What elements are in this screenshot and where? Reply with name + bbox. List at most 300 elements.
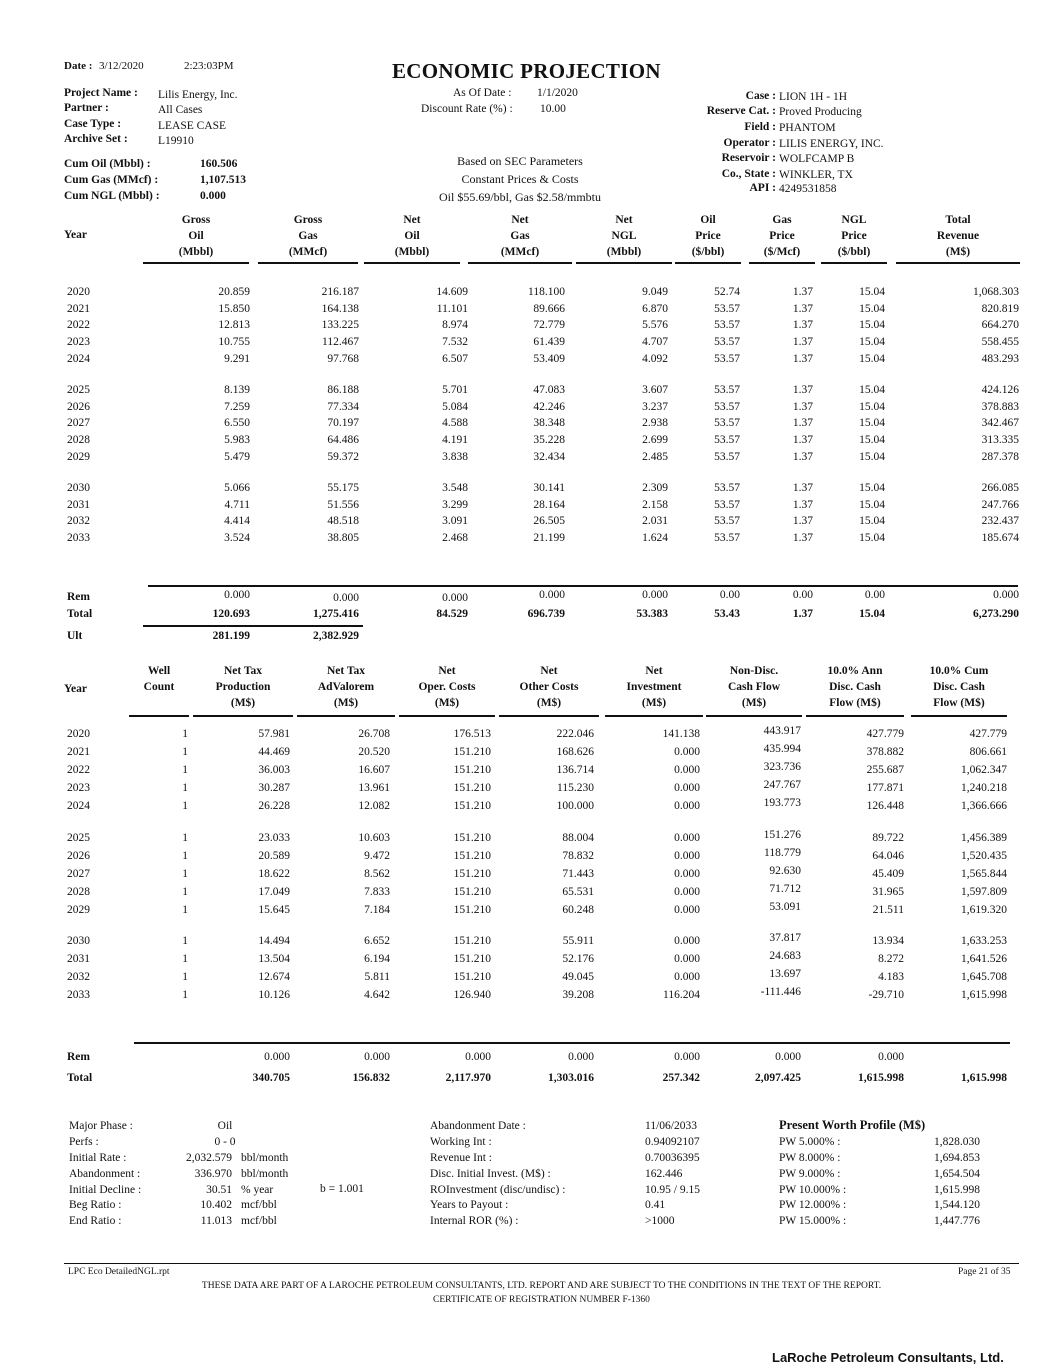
value-cell: 53.091 (769, 900, 801, 913)
column-header-line: NGL (611, 230, 637, 242)
summary-label: Beg Ratio : (69, 1199, 122, 1211)
value-cell: 1 (182, 970, 188, 983)
table-row (0, 319, 1055, 336)
value-cell: 11.101 (436, 302, 468, 315)
table-row (0, 846, 1055, 867)
value-cell: 5.576 (642, 319, 668, 332)
value-cell: 26.228 (258, 799, 290, 812)
column-header-line: Net (511, 214, 529, 226)
company-brand: LaRoche Petroleum Consultants, Ltd. (772, 1350, 1004, 1365)
summary-value: 11/06/2033 (645, 1120, 697, 1132)
value-cell: 1.624 (642, 532, 668, 545)
value-cell: 6.652 (364, 935, 390, 947)
value-cell: 10.126 (258, 988, 290, 1001)
year-cell: 2026 (67, 400, 90, 413)
column-underline (399, 715, 495, 717)
total-label: Total (67, 608, 93, 620)
value-cell: 266.085 (981, 482, 1019, 494)
value-cell: 15.850 (218, 302, 250, 315)
value-cell: 53.57 (714, 515, 740, 528)
column-header-line: Net (438, 665, 456, 677)
value-cell: 8.139 (224, 384, 250, 396)
total-row (0, 1072, 1055, 1089)
value-cell: 88.004 (562, 832, 594, 844)
column-header-line: Cash Flow (727, 681, 781, 693)
value-cell: 2.158 (642, 498, 668, 511)
value-cell: 9.049 (642, 286, 668, 298)
value-cell: 1,456.389 (961, 832, 1007, 844)
year-cell: 2026 (67, 849, 90, 862)
field-label: Reservoir : (721, 152, 776, 164)
column-header-line: (MMcf) (500, 246, 540, 258)
value-cell: 151.210 (453, 903, 491, 916)
value-cell: 52.176 (562, 952, 594, 965)
field-value: LION 1H - 1H (779, 91, 848, 103)
column-header-line: Revenue (936, 230, 980, 242)
year-cell: 2032 (67, 515, 90, 528)
value-cell: 26.505 (533, 515, 565, 528)
value-cell: 1 (182, 799, 188, 812)
summary-label: Working Int : (430, 1136, 492, 1148)
column-header-line: Net (403, 214, 421, 226)
total-value: 1,615.998 (961, 1072, 1007, 1084)
value-cell: 72.779 (533, 319, 565, 332)
value-cell: 13.697 (769, 967, 801, 980)
value-cell: 151.210 (453, 781, 491, 794)
rem-value: 0.000 (442, 592, 468, 604)
year-cell: 2029 (67, 450, 90, 463)
column-header-line: (M$) (741, 697, 767, 709)
value-cell: 9.291 (224, 352, 250, 365)
value-cell: 15.04 (859, 482, 885, 494)
column-header-line: Oil (404, 230, 420, 242)
field-label: Field : (744, 121, 776, 133)
column-header-line: Net Tax (326, 665, 366, 677)
cum-value: 1,107.513 (200, 174, 246, 186)
rem-value: 0.000 (224, 589, 250, 601)
column-header (795, 663, 915, 711)
value-cell: 36.003 (258, 763, 290, 776)
value-cell: 49.045 (562, 970, 594, 983)
year-cell: 2028 (67, 885, 90, 898)
rem-value: 0.000 (364, 1051, 390, 1063)
value-cell: 1.37 (792, 532, 813, 545)
value-cell: 3.237 (642, 400, 668, 413)
total-value: 15.04 (859, 608, 885, 620)
column-header-line: (MMcf) (288, 246, 328, 258)
value-cell: 5.811 (364, 970, 390, 983)
column-header-line: Flow (M$) (933, 697, 985, 709)
value-cell: 0.000 (674, 849, 700, 862)
total-value: 84.529 (436, 608, 468, 620)
value-cell: 20.520 (358, 745, 390, 758)
value-cell: 65.531 (562, 885, 594, 898)
value-cell: 53.57 (714, 434, 740, 447)
ult-value: 281.199 (212, 630, 250, 642)
total-rule (134, 1042, 1010, 1044)
certificate-number: CERTIFICATE OF REGISTRATION NUMBER F-1360 (433, 1295, 650, 1305)
value-cell: 4.092 (642, 352, 668, 365)
summary-label: Disc. Initial Invest. (M$) : (430, 1168, 551, 1180)
column-header-line: (Mbbl) (394, 246, 430, 258)
value-cell: 0.000 (674, 885, 700, 898)
value-cell: 38.348 (533, 417, 565, 430)
value-cell: 6.550 (224, 417, 250, 430)
summary-label: Initial Rate : (69, 1152, 127, 1164)
value-cell: 3.524 (224, 532, 250, 545)
rem-value: 0.000 (333, 592, 359, 604)
table-row (0, 451, 1055, 468)
column-underline (297, 715, 395, 717)
value-cell: 1,597.809 (961, 885, 1007, 898)
value-cell: 15.04 (859, 498, 885, 511)
b-factor: b = 1.001 (320, 1183, 364, 1195)
value-cell: 97.768 (327, 352, 359, 365)
column-underline (821, 262, 887, 264)
summary-value: Oil (217, 1120, 233, 1132)
table-row (0, 829, 1055, 849)
value-cell: 151.210 (453, 849, 491, 862)
value-cell: 0.000 (674, 935, 700, 947)
summary-unit: bbl/month (241, 1168, 289, 1180)
value-cell: 443.917 (763, 725, 801, 737)
value-cell: 483.293 (981, 352, 1019, 365)
column-underline (605, 715, 703, 717)
value-cell: 78.832 (562, 849, 594, 862)
value-cell: 1 (182, 745, 188, 758)
summary-label: Initial Decline : (69, 1184, 142, 1196)
column-header-line: Gross (293, 214, 323, 226)
value-cell: 151.210 (453, 832, 491, 844)
value-cell: 4.711 (224, 498, 250, 511)
column-header (460, 212, 580, 260)
value-cell: 6.507 (442, 352, 468, 365)
rem-value: 0.000 (993, 589, 1019, 601)
value-cell: 427.779 (969, 728, 1007, 740)
value-cell: 4.707 (642, 336, 668, 349)
value-cell: 1.37 (792, 319, 813, 332)
value-cell: 164.138 (321, 302, 359, 315)
value-cell: 5.983 (224, 434, 250, 447)
value-cell: 86.188 (327, 384, 359, 396)
value-cell: 1.37 (792, 417, 813, 430)
value-cell: 1 (182, 763, 188, 776)
column-header-line: Oil (188, 230, 204, 242)
value-cell: 53.57 (714, 417, 740, 430)
value-cell: 15.04 (859, 400, 885, 413)
value-cell: 20.589 (258, 849, 290, 862)
value-cell: 53.409 (533, 352, 565, 365)
value-cell: 232.437 (981, 515, 1019, 528)
ult-value: 2,382.929 (313, 630, 359, 642)
value-cell: 3.838 (442, 450, 468, 463)
column-header-line: AdValorem (317, 681, 375, 693)
field-label: Case Type : (64, 118, 122, 130)
ult-row (0, 630, 1055, 647)
value-cell: 820.819 (981, 302, 1019, 315)
column-header (136, 212, 256, 260)
column-underline (143, 262, 249, 264)
field-value: L19910 (158, 135, 194, 147)
cum-label: Cum Oil (Mbbl) : (64, 158, 151, 170)
value-cell: 0.000 (674, 745, 700, 758)
value-cell: 0.000 (674, 832, 700, 844)
as-of-value: 1/1/2020 (537, 87, 578, 99)
value-cell: 2.699 (642, 434, 668, 447)
total-value: 2,117.970 (445, 1072, 491, 1084)
value-cell: 1,615.998 (961, 988, 1007, 1001)
value-cell: 6.870 (642, 302, 668, 315)
value-cell: 24.683 (769, 949, 801, 962)
value-cell: 1.37 (792, 352, 813, 365)
value-cell: 1,068.303 (973, 286, 1019, 298)
column-header-line: Oil (700, 214, 716, 226)
value-cell: 1.37 (792, 482, 813, 494)
table-row (0, 336, 1055, 353)
value-cell: 112.467 (322, 336, 359, 349)
total-value: 6,273.290 (973, 608, 1019, 620)
year-cell: 2021 (67, 302, 90, 315)
summary-label: Years to Payout : (430, 1199, 509, 1211)
field-value: PHANTOM (779, 122, 836, 134)
value-cell: 151.276 (763, 829, 801, 841)
value-cell: 185.674 (981, 532, 1019, 545)
value-cell: 13.934 (872, 935, 904, 947)
value-cell: 9.472 (364, 849, 390, 862)
value-cell: 247.767 (763, 778, 801, 791)
value-cell: 1 (182, 952, 188, 965)
value-cell: 38.805 (327, 532, 359, 545)
value-cell: 30.141 (533, 482, 565, 494)
field-label: Co., State : (721, 168, 776, 180)
value-cell: 64.046 (872, 849, 904, 862)
field-value: LILIS ENERGY, INC. (779, 138, 884, 150)
value-cell: 53.57 (714, 450, 740, 463)
field-label: Archive Set : (64, 133, 128, 145)
value-cell: 100.000 (556, 799, 594, 812)
value-cell: 1,520.435 (961, 849, 1007, 862)
column-header-line: Disc. Cash (829, 681, 881, 693)
value-cell: 14.494 (258, 935, 290, 947)
value-cell: 15.04 (859, 532, 885, 545)
value-cell: 15.645 (258, 903, 290, 916)
pw-value: 1,828.030 (934, 1136, 980, 1148)
pw-label: PW 5.000% : (779, 1136, 841, 1148)
summary-value: 336.970 (194, 1168, 232, 1180)
value-cell: 7.259 (224, 400, 250, 413)
value-cell: 1 (182, 849, 188, 862)
field-value: Lilis Energy, Inc. (158, 89, 238, 101)
column-header-line: Disc. Cash (933, 681, 985, 693)
value-cell: 1.37 (792, 434, 813, 447)
value-cell: 2.485 (642, 450, 668, 463)
column-header-line: Well (147, 665, 171, 677)
value-cell: 53.57 (714, 482, 740, 494)
value-cell: 323.736 (763, 760, 801, 773)
value-cell: 168.626 (556, 745, 594, 758)
value-cell: 2.938 (642, 417, 668, 430)
value-cell: 247.766 (981, 498, 1019, 511)
value-cell: 5.084 (442, 400, 468, 413)
column-header-line: Gas (772, 214, 792, 226)
table-row (0, 967, 1055, 988)
value-cell: 151.210 (453, 867, 491, 880)
pw-value: 1,694.853 (934, 1152, 980, 1164)
value-cell: 4.183 (878, 970, 904, 983)
value-cell: 15.04 (859, 302, 885, 315)
value-cell: 53.57 (714, 384, 740, 396)
value-cell: 1.37 (792, 400, 813, 413)
value-cell: 0.000 (674, 763, 700, 776)
field-value: All Cases (158, 104, 203, 116)
value-cell: 1 (182, 832, 188, 844)
value-cell: 18.622 (258, 867, 290, 880)
value-cell: 77.334 (327, 400, 359, 413)
value-cell: 222.046 (556, 728, 594, 740)
value-cell: 1.37 (792, 336, 813, 349)
value-cell: 151.210 (453, 885, 491, 898)
rem-value: 0.00 (864, 589, 885, 601)
value-cell: 44.469 (258, 745, 290, 758)
summary-unit: mcf/bbl (241, 1215, 277, 1227)
rem-value: 0.000 (465, 1051, 491, 1063)
table-row (0, 778, 1055, 799)
year-cell: 2029 (67, 903, 90, 916)
value-cell: 15.04 (859, 286, 885, 298)
value-cell: 141.138 (662, 728, 700, 740)
table-row (0, 760, 1055, 781)
value-cell: 1 (182, 728, 188, 740)
column-header-line: (M$) (945, 246, 971, 258)
basis-line: Constant Prices & Costs (461, 172, 579, 186)
year-cell: 2028 (67, 434, 90, 447)
value-cell: 12.082 (358, 799, 390, 812)
total-value: 156.832 (352, 1072, 390, 1084)
column-header-line: ($/Mcf) (763, 246, 801, 258)
report-name: LPC Eco DetailedNGL.rpt (68, 1267, 170, 1277)
year-cell: 2020 (67, 728, 90, 740)
summary-value: 0 - 0 (214, 1136, 236, 1148)
value-cell: 378.882 (866, 745, 904, 758)
column-header (183, 663, 303, 711)
value-cell: 342.467 (981, 417, 1019, 430)
rem-value: 0.00 (792, 589, 813, 601)
page-number: Page 21 of 35 (958, 1267, 1011, 1277)
value-cell: 2.031 (642, 515, 668, 528)
total-value: 1,303.016 (548, 1072, 594, 1084)
field-value: WOLFCAMP B (779, 153, 855, 165)
field-label: Operator : (723, 137, 776, 149)
value-cell: 32.434 (533, 450, 565, 463)
table-row (0, 742, 1055, 763)
column-underline (468, 262, 572, 264)
total-rule (143, 625, 363, 627)
value-cell: 4.414 (224, 515, 250, 528)
value-cell: 0.000 (674, 799, 700, 812)
value-cell: 255.687 (866, 763, 904, 776)
column-header-line: (Mbbl) (178, 246, 214, 258)
column-header-line: NGL (841, 214, 867, 226)
value-cell: 3.607 (642, 384, 668, 396)
value-cell: 1,062.347 (961, 763, 1007, 776)
value-cell: 193.773 (763, 796, 801, 809)
value-cell: 51.556 (327, 498, 359, 511)
rem-value: 0.000 (539, 589, 565, 601)
value-cell: 59.372 (327, 450, 359, 463)
column-header-line: (M$) (434, 697, 460, 709)
as-of-label: As Of Date : (453, 87, 512, 99)
value-cell: 10.755 (218, 336, 250, 349)
table-row (0, 353, 1055, 370)
value-cell: 424.126 (981, 384, 1019, 396)
table-row (0, 434, 1055, 451)
value-cell: 1 (182, 885, 188, 898)
value-cell: 15.04 (859, 450, 885, 463)
total-value: 340.705 (252, 1072, 290, 1084)
rem-value: 0.000 (775, 1051, 801, 1063)
value-cell: 435.994 (763, 742, 801, 755)
discount-rate-label: Discount Rate (%) : (421, 103, 513, 115)
year-cell: 2024 (67, 799, 90, 812)
table-row (0, 499, 1055, 516)
value-cell: 15.04 (859, 352, 885, 365)
value-cell: -29.710 (868, 988, 904, 1001)
value-cell: 70.197 (327, 417, 359, 430)
table-row (0, 985, 1055, 1006)
summary-label: Major Phase : (69, 1120, 133, 1132)
value-cell: 1.37 (792, 384, 813, 396)
value-cell: 1 (182, 903, 188, 916)
pw-value: 1,544.120 (934, 1199, 980, 1211)
pw-label: PW 15.000% : (779, 1215, 847, 1227)
column-underline (364, 262, 460, 264)
value-cell: 1.37 (792, 302, 813, 315)
column-header-line: Production (215, 681, 271, 693)
field-value: LEASE CASE (158, 120, 227, 132)
total-value: 2,097.425 (755, 1072, 801, 1084)
column-header-line: Gross (181, 214, 211, 226)
basis-line: Based on SEC Parameters (457, 154, 583, 168)
column-header-line: Count (143, 681, 175, 693)
value-cell: 14.609 (436, 286, 468, 298)
basis-line: Oil $55.69/bbl, Gas $2.58/mmbtu (439, 190, 601, 204)
value-cell: 53.57 (714, 352, 740, 365)
column-underline (576, 262, 672, 264)
total-label: Total (67, 1072, 93, 1084)
summary-value: 0.70036395 (645, 1152, 700, 1164)
field-value: Proved Producing (779, 106, 862, 118)
column-header-line: Gas (510, 230, 530, 242)
value-cell: 5.066 (224, 482, 250, 494)
value-cell: 5.701 (442, 384, 468, 396)
year-header: Year (64, 229, 87, 241)
column-header-line: Price (695, 230, 721, 242)
total-value: 696.739 (527, 608, 565, 620)
value-cell: 31.965 (872, 885, 904, 898)
year-cell: 2023 (67, 781, 90, 794)
column-header-line: Net Tax (223, 665, 263, 677)
value-cell: 1.37 (792, 450, 813, 463)
summary-label: Revenue Int : (430, 1152, 492, 1164)
value-cell: 1 (182, 935, 188, 947)
rem-value: 0.000 (264, 1051, 290, 1063)
column-header-line: ($/bbl) (837, 246, 871, 258)
table-row (0, 384, 1055, 401)
value-cell: 60.248 (562, 903, 594, 916)
field-label: Reserve Cat. : (706, 105, 776, 117)
value-cell: 8.562 (364, 867, 390, 880)
year-cell: 2024 (67, 352, 90, 365)
